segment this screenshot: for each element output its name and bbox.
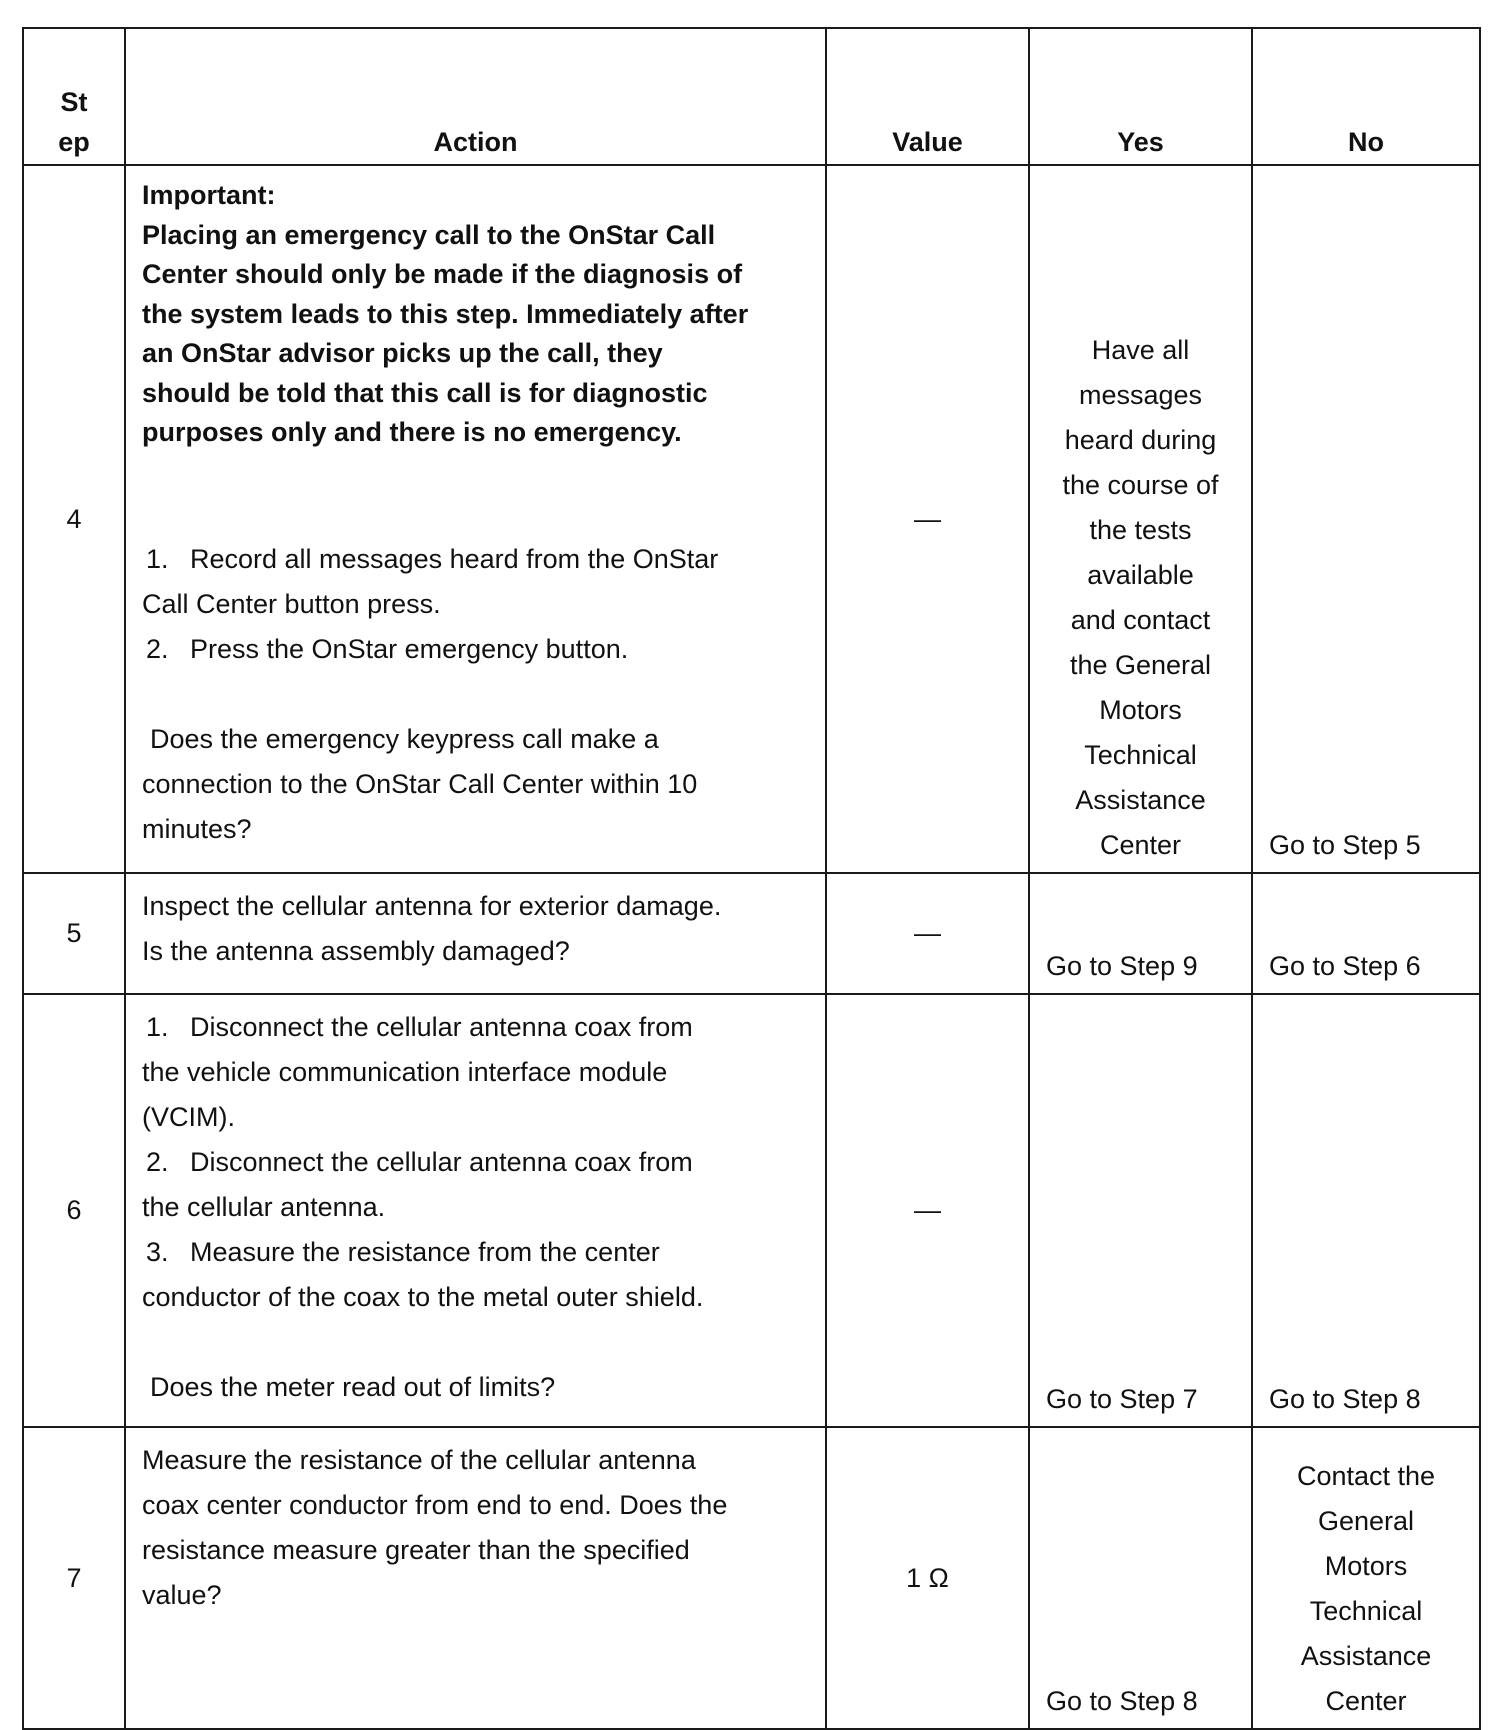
important-text: Center should only be made if the diagnosis of [142,259,743,289]
question-text: connection to the OnStar Call Center within 10 [142,768,698,799]
table-row-step-7 [23,1427,1480,1729]
diagnostic-table [22,27,1481,1730]
table-row-step-5 [23,873,1480,994]
table-row-step-4 [23,165,1480,873]
no-cell: Contact the General Motors Technical Assistance Center [1252,1427,1480,1729]
value-cell: — [826,165,1029,873]
procedure-step: 2. Disconnect the cellular antenna coax from [146,1147,693,1177]
header-row [23,28,1480,165]
procedure-step: 1. Disconnect the cellular antenna coax from [146,1012,693,1042]
table-row-step-6 [23,994,1480,1427]
action-cell: 1. Disconnect the cellular antenna coax from the vehicle communication interface module (VCIM). 2. Disconnect the cellular antenna coax from the cellular antenna. 3. Measure the resistance from the center conductor of the coax to the metal outer shield. Does the meter read out of limits? [125,994,826,1427]
header-value: Value [826,28,1029,165]
value-cell: 1 Ω [826,1427,1029,1729]
step-number: 6 [23,994,125,1427]
no-cell: Go to Step 8 [1252,994,1480,1427]
step-number: 7 [23,1427,125,1729]
no-cell: Go to Step 5 [1252,165,1480,873]
no-cell: Go to Step 6 [1252,873,1480,994]
important-text: should be told that this call is for diagnostic [142,377,708,408]
action-cell: Measure the resistance of the cellular antenna coax center conductor from end to end. Does the resistance measure greater than the specified value? [125,1427,826,1729]
important-text: purposes only and there is no emergency. [142,417,682,447]
header-step: St ep [23,28,125,165]
yes-cell: Go to Step 9 [1029,873,1252,994]
important-text: Placing an emergency call to the OnStar Call [142,219,716,250]
important-text: an OnStar advisor picks up the call, they [142,338,663,368]
question-text: Does the emergency keypress call make a [150,723,659,754]
value-cell: — [826,873,1029,994]
value-cell: — [826,994,1029,1427]
procedure-step: 3. Measure the resistance from the center [146,1237,660,1267]
header-no: No [1252,28,1480,165]
yes-cell: Have all messages heard during the course of the tests available and contact the General Motors Technical Assistance Center [1029,165,1252,873]
action-cell: Inspect the cellular antenna for exterior damage. Is the antenna assembly damaged? [125,873,826,994]
question-text: Does the meter read out of limits? [150,1372,556,1402]
yes-cell: Go to Step 8 [1029,1427,1252,1729]
question-text: minutes? [142,813,252,844]
action-cell: Important: Placing an emergency call to the OnStar Call Center should only be made if the diagnosis of the system leads to this step. Immediately after an OnStar advisor picks up the call, they should be told that this call is for diagnostic purposes only and there is no emergency. 1. Record all messages heard from the OnStar Call Center button press. 2. Press the OnStar emergency button. Does the emergency keypress call make a connection to the OnStar Call Center within 10 minutes? [125,165,826,873]
header-yes: Yes [1029,28,1252,165]
step-number: 5 [23,873,125,994]
step-number: 4 [23,165,125,873]
header-action: Action [125,28,826,165]
yes-cell: Go to Step 7 [1029,994,1252,1427]
procedure-step: 1. Record all messages heard from the OnStar [146,543,719,574]
important-label: Important: [142,180,276,210]
procedure-step: 2. Press the OnStar emergency button. [146,633,629,664]
important-text: the system leads to this step. Immediately after [142,298,749,329]
